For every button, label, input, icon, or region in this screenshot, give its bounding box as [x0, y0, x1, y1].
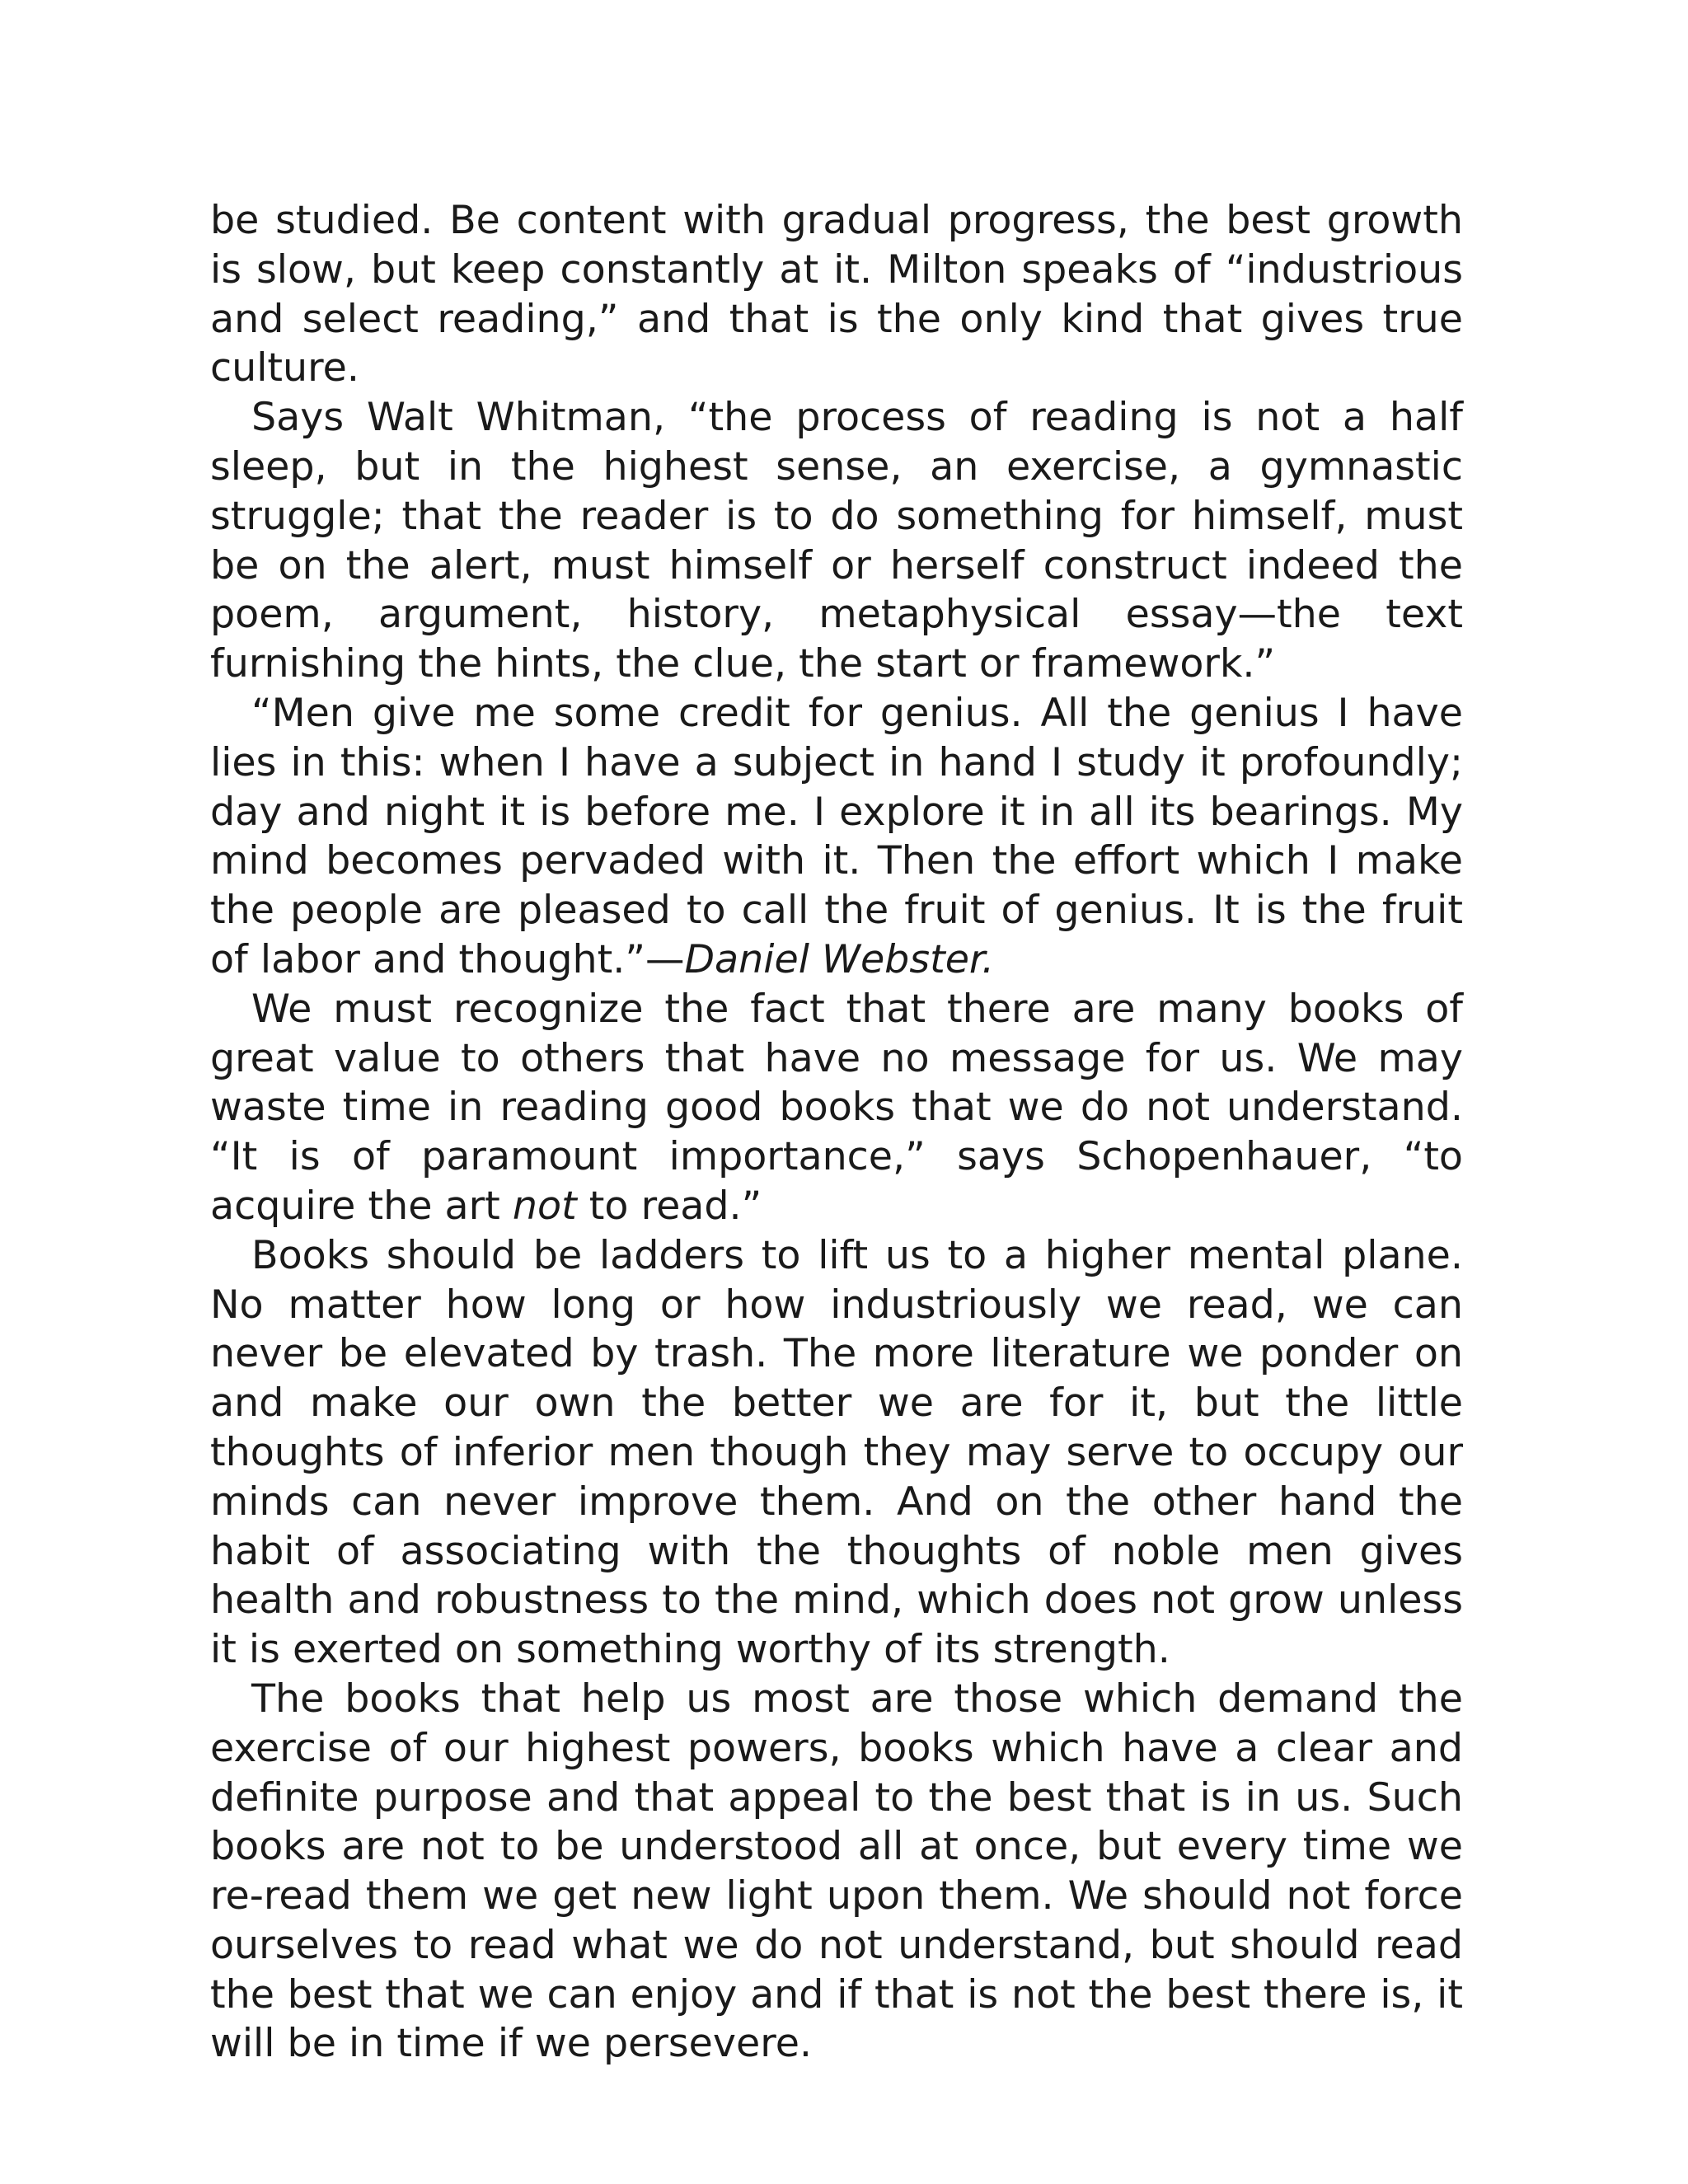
paragraph-text: be studied. Be content with gradual progress, the best growth is slow, but keep constantly at it. Milton speaks of “industrious and select reading,” and that is the only kind that gives true culture. — [210, 198, 1463, 391]
emphasis-text: not — [512, 1183, 577, 1229]
paragraph-4 — [210, 985, 1463, 1231]
paragraph-text: “Men give me some credit for genius. All the genius I have lies in this: when I have a subject in hand I study it profoundly; day and night it is before me. I explore it in all its bearings. My mind becomes pervaded with it. Then the effort which I make the people are pleased to call the fruit of genius. It is the fruit of labor and thought.”— — [210, 690, 1463, 982]
paragraph-5 — [210, 1231, 1463, 1675]
quote-attribution: Daniel Webster. — [684, 936, 995, 982]
paragraph-text: The books that help us most are those which demand the exercise of our highest powers, books which have a clear and definite purpose and that appeal to the best that is in us. Such books are not to be understood all at once, but every time we re-read them we get new light upon them. We should not force ourselves to read what we do not understand, but should read the best that we can enjoy and if that is not the best there is, it will be in time if we persevere. — [210, 1675, 1463, 2067]
paragraph-1 — [210, 196, 1463, 393]
paragraph-text: Books should be ladders to lift us to a higher mental plane. No matter how long or how industriously we read, we can never be elevated by trash. The more literature we ponder on and make our own the better we are for it, but the little thoughts of inferior men though they may serve to occupy our minds can never improve them. And on the other hand the habit of associating with the thoughts of noble men gives health and robustness to the mind, which does not grow unless it is exerted on something worthy of its strength. — [210, 1232, 1463, 1673]
paragraph-text: Says Walt Whitman, “the process of reading is not a half sleep, but in the highest sense, an exercise, a gymnastic struggle; that the reader is to do something for himself, must be on the alert, must himself or herself construct indeed the poem, argument, history, metaphysical essay—the text furnishing the hints, the clue, the start or framework.” — [210, 395, 1463, 687]
page-body — [210, 196, 1463, 2069]
paragraph-text: to read.” — [576, 1183, 762, 1229]
paragraph-2 — [210, 393, 1463, 689]
paragraph-3 — [210, 689, 1463, 985]
paragraph-6 — [210, 1675, 1463, 2069]
paragraph-text: We must recognize the fact that there are many books of great value to others that have no message for us. We may waste time in reading good books that we do not understand. “It is of paramount importance,” says Schopenhauer, “to acquire the art — [210, 986, 1463, 1229]
